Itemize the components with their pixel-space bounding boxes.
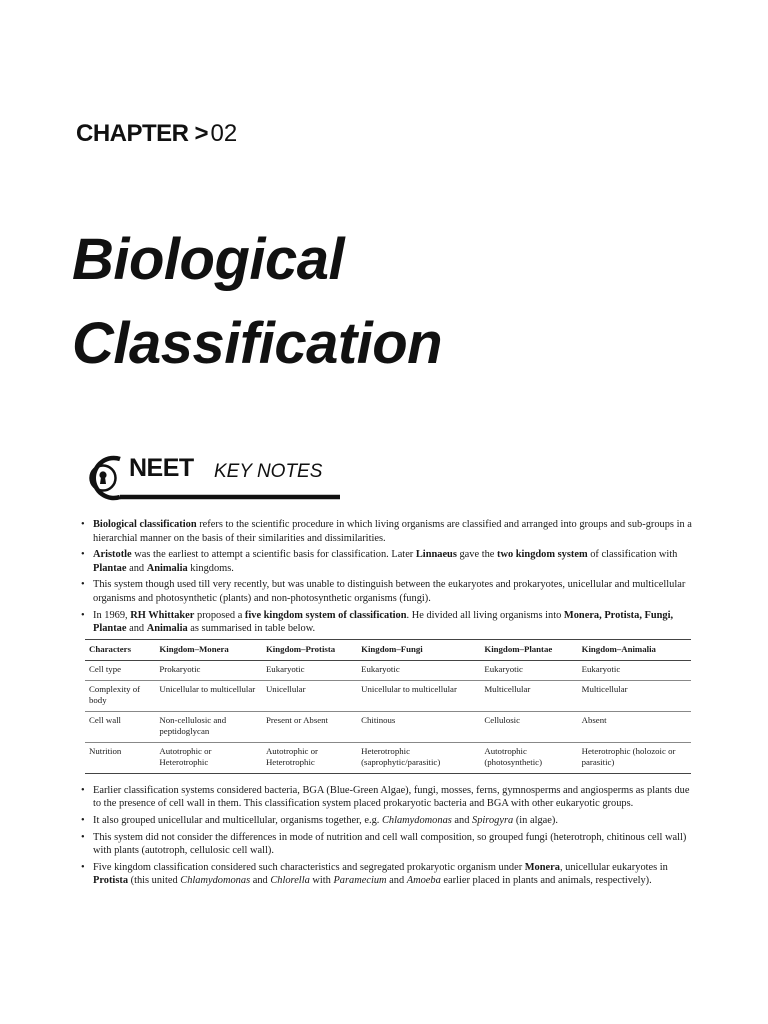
text-run: Chlamydomonas <box>180 875 251 887</box>
column-header: Kingdom–Animalia <box>578 639 691 660</box>
text-run: Paramecium <box>333 875 387 887</box>
title-line-2: Classification <box>72 311 443 376</box>
table-cell: Cell type <box>85 660 155 680</box>
key-notes-list-top <box>78 518 698 636</box>
table-cell: Unicellular <box>262 680 357 711</box>
text-run: of classification with <box>587 549 678 561</box>
key-notes-list-bottom <box>78 784 698 888</box>
text-run: , unicellular eukaryotes in <box>559 861 668 873</box>
table-cell: Prokaryotic <box>155 660 262 680</box>
bullet-item <box>78 548 698 575</box>
neet-key-notes-banner <box>76 450 346 506</box>
text-run: kingdoms. <box>187 562 234 574</box>
text-run: Biological classification <box>93 519 197 530</box>
table-cell: Eukaryotic <box>480 660 577 680</box>
table-cell: Unicellular to multicellular <box>357 680 480 711</box>
table-cell: Non-cellulosic and peptidoglycan <box>155 711 262 742</box>
table-cell: Heterotrophic (saprophytic/parasitic) <box>357 742 480 773</box>
text-run: proposed a <box>194 609 245 621</box>
text-run: with <box>309 875 334 887</box>
text-run: five kingdom system of classification <box>244 609 407 621</box>
text-run: RH Whittaker <box>130 609 195 621</box>
text-run: earlier placed in plants and animals, respectively). <box>440 875 652 887</box>
table-cell: Unicellular to multicellular <box>155 680 262 711</box>
table-row <box>85 742 691 773</box>
table-cell: Absent <box>578 711 691 742</box>
table-row <box>85 680 691 711</box>
text-run: Animalia <box>146 623 188 635</box>
text-run: and <box>126 562 147 574</box>
bullet-item <box>78 814 698 828</box>
table-cell: Autotrophic or Heterotrophic <box>262 742 357 773</box>
column-header: Characters <box>85 639 155 660</box>
table-cell: Heterotrophic (holozoic or parasitic) <box>578 742 691 773</box>
column-header: Kingdom–Plantae <box>480 639 577 660</box>
chevron-right-icon: > <box>194 120 209 147</box>
text-run: It also grouped unicellular and multicellular, organisms together, e.g. <box>93 814 382 826</box>
text-run: This system though used till very recently, but was unable to distinguish between the eukaryotes and prokaryotes, unicellular and multicellular organisms and photosynthetic (plants) and non-photosynthetic organisms (fungi). <box>93 579 686 604</box>
table-row <box>85 711 691 742</box>
kingdom-comparison-table <box>85 639 691 774</box>
table-header-row <box>85 639 691 660</box>
table-cell: Chitinous <box>357 711 480 742</box>
text-run: Chlorella <box>270 875 310 887</box>
table-cell: Nutrition <box>85 742 155 773</box>
table-cell: Autotrophic or Heterotrophic <box>155 742 262 773</box>
bullet-item <box>78 861 698 888</box>
text-run: as summarised in table below. <box>187 623 316 635</box>
table-cell: Multicellular <box>578 680 691 711</box>
text-run: and <box>250 875 271 887</box>
table-cell: Cell wall <box>85 711 155 742</box>
column-header: Kingdom–Fungi <box>357 639 480 660</box>
bullet-item <box>78 784 698 811</box>
table-cell: Present or Absent <box>262 711 357 742</box>
text-run: was the earliest to attempt a scientific basis for classification. Later <box>131 549 416 561</box>
text-run: Plantae <box>93 562 127 574</box>
key-notes-content <box>78 518 698 891</box>
page-title <box>72 218 442 386</box>
text-run: Aristotle <box>93 549 132 561</box>
text-run: Amoeba <box>406 875 441 887</box>
key-notes-label: KEY NOTES <box>214 461 323 482</box>
text-run: Monera <box>524 861 560 873</box>
text-run: and <box>386 875 407 887</box>
table-cell: Cellulosic <box>480 711 577 742</box>
text-run: In 1969, <box>93 609 131 621</box>
text-run: This system did not consider the differences in mode of nutrition and cell wall composition, so grouped fungi (heterotroph, chitinous cell wall) with plants (autotroph, cellulosic cell wall). <box>93 831 687 857</box>
table-cell: Eukaryotic <box>262 660 357 680</box>
text-run: Animalia <box>146 562 188 574</box>
table-cell: Eukaryotic <box>357 660 480 680</box>
title-line-1: Biological <box>72 227 345 292</box>
text-run: . He divided all living organisms into <box>406 609 564 621</box>
text-run: and <box>451 814 473 826</box>
table-row <box>85 660 691 680</box>
text-run: Chlamydomonas <box>381 814 452 826</box>
text-run: refers to the scientific procedure in which living organisms are classified and arranged into groups and sub-groups in a hierarchial manner on the basis of their similarities and dissimilarities. <box>93 519 692 544</box>
text-run: and <box>126 623 147 635</box>
table-cell: Complexity of body <box>85 680 155 711</box>
text-run: Five kingdom classification considered such characteristics and segregated prokaryotic organism under <box>93 861 525 873</box>
chapter-heading <box>76 120 237 148</box>
bullet-item <box>78 609 698 636</box>
table-cell: Eukaryotic <box>578 660 691 680</box>
bullet-item <box>78 518 698 545</box>
text-run: Monera, Protista, Fungi, Plantae <box>93 609 674 635</box>
text-run: Spirogyra <box>472 814 514 826</box>
text-run: Protista <box>93 875 129 887</box>
text-run: two kingdom system <box>497 549 588 561</box>
bullet-item <box>78 578 698 605</box>
bullet-item <box>78 831 698 858</box>
chapter-number: 02 <box>210 120 238 147</box>
column-header: Kingdom–Monera <box>155 639 262 660</box>
text-run: Earlier classification systems considered bacteria, BGA (Blue-Green Algae), fungi, mosses, ferns, gymnosperms and angiosperms as plants due to the presence of cell wall in them. This classification system placed prokaryotic bacteria and BGA with other eukaryotic groups. <box>93 784 690 810</box>
text-run: Linnaeus <box>415 549 457 561</box>
text-run: (in algae). <box>513 814 558 826</box>
table-cell: Multicellular <box>480 680 577 711</box>
table-cell: Autotrophic (photosynthetic) <box>480 742 577 773</box>
chapter-label: CHAPTER <box>76 120 189 147</box>
column-header: Kingdom–Protista <box>262 639 357 660</box>
text-run: gave the <box>456 549 497 561</box>
text-run: (this united <box>128 875 181 887</box>
neet-label: NEET <box>129 454 194 482</box>
